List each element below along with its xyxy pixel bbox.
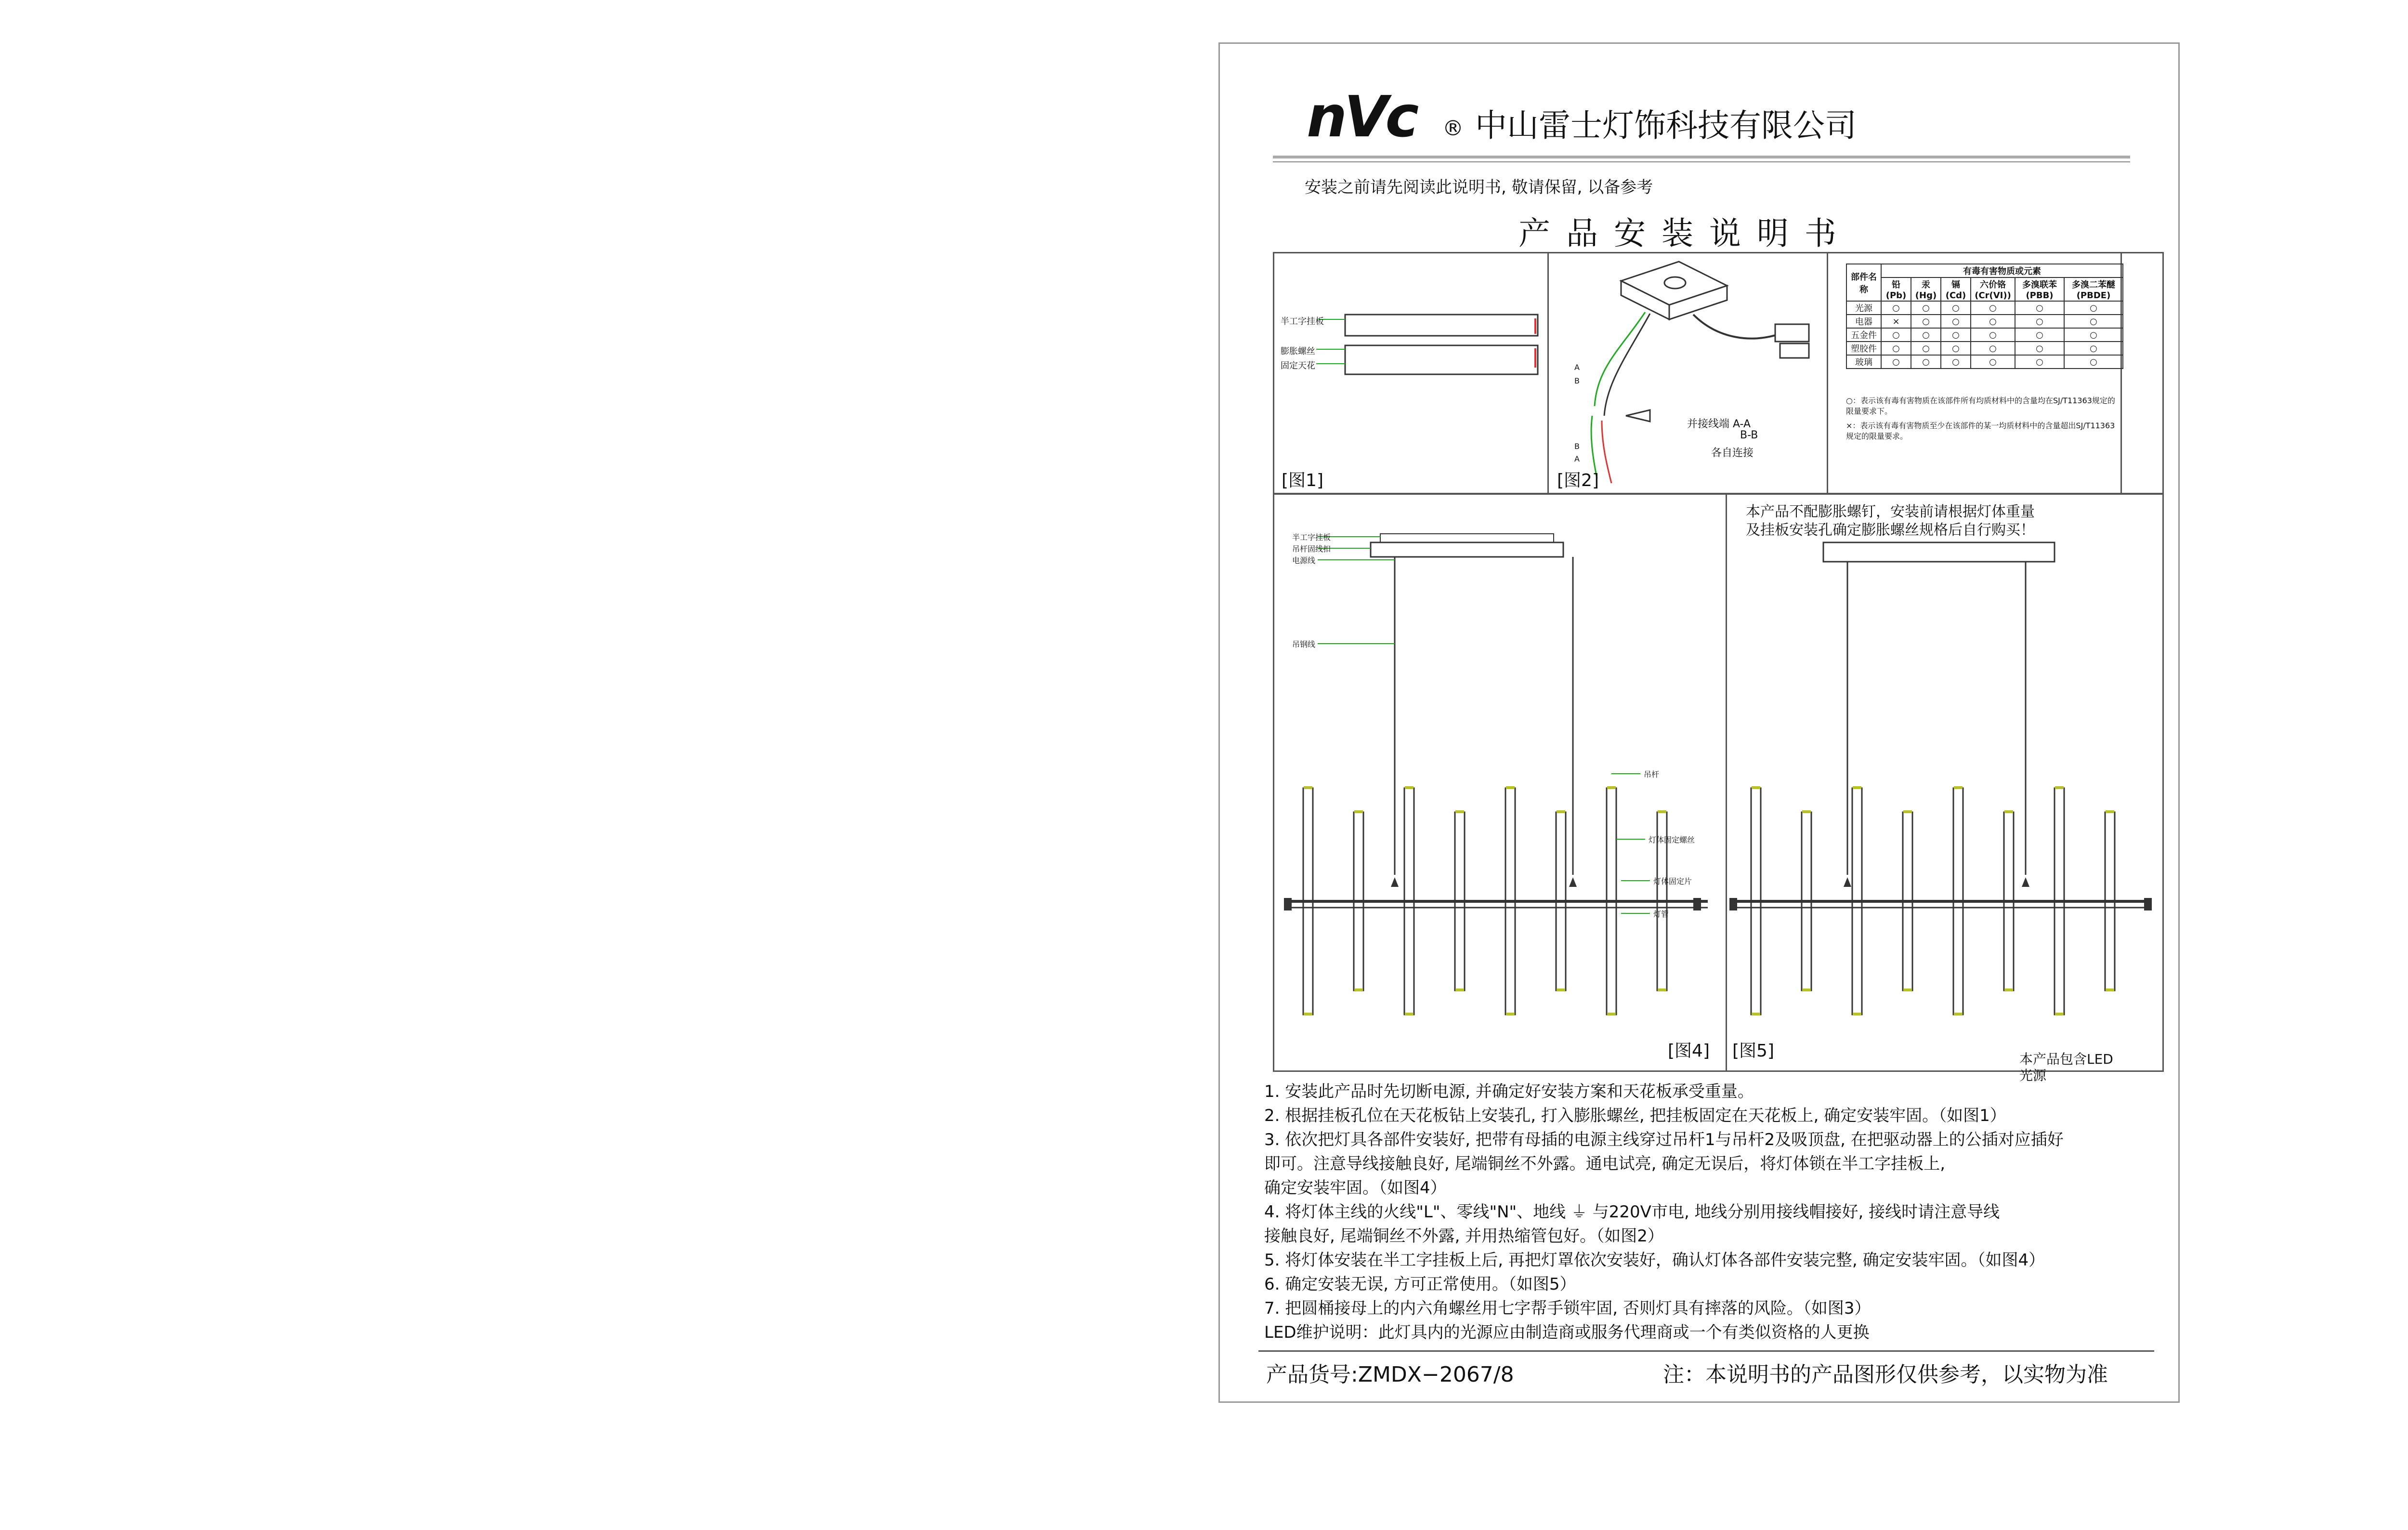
fig5-note-2: 及挂板安装孔确定膨胀螺丝规格后自行购买！ xyxy=(1746,522,2035,539)
table-cell: 五金件 xyxy=(1846,328,1881,342)
fig2-connector-label: 并接线端 A-A xyxy=(1687,418,1751,430)
table-cell: × xyxy=(1881,315,1911,328)
table-col-header: 铅(Pb) xyxy=(1881,277,1911,301)
registered-mark: ® xyxy=(1442,116,1464,141)
table-cell: ○ xyxy=(2064,342,2123,355)
company-name: 中山雷士灯饰科技有限公司 xyxy=(1475,107,1857,144)
table-cell: ○ xyxy=(1971,355,2015,369)
instruction-line: 即可。注意导线接触良好, 尾端铜丝不外露。通电试亮, 确定无误后，将灯体锁在半工字挂板上, xyxy=(1264,1154,1946,1174)
table-cell: ○ xyxy=(1911,328,1941,342)
fig4-label: 吊杆固线扣 xyxy=(1292,544,1331,554)
product-number: 产品货号:ZMDX−2067/8 xyxy=(1266,1362,1514,1387)
table-cell: ○ xyxy=(1881,342,1911,355)
fig2-caption: [图2] xyxy=(1557,471,1599,490)
instruction-line: 2. 根据挂板孔位在天花板钻上安装孔, 打入膨胀螺丝, 把挂板固定在天花板上, 确定安装牢固。（如图1） xyxy=(1264,1106,2006,1125)
table-cell: ○ xyxy=(2015,328,2064,342)
figure-2-drawing xyxy=(1549,252,1827,493)
divider xyxy=(1827,252,1828,494)
instruction-line: LED维护说明：此灯具内的光源应由制造商或服务代理商或一个有类似资格的人更换 xyxy=(1264,1323,1870,1342)
fig5-note: 本产品不配膨胀螺钉，安装前请根据灯体重量 xyxy=(1746,503,2035,520)
table-cell: ○ xyxy=(1881,301,1911,315)
instruction-line: 7. 把圆桶接母上的内六角螺丝用七字帮手锁牢固, 否则灯具有摔落的风险。（如图3） xyxy=(1264,1299,1871,1318)
table-cell: ○ xyxy=(1911,301,1941,315)
fig1-label: 半工字挂板 xyxy=(1281,317,1324,327)
table-cell: ○ xyxy=(1941,315,1971,328)
fig4-label: 灯体固定片 xyxy=(1653,877,1692,886)
led-note: 本产品包含LED xyxy=(2019,1051,2113,1067)
header-rule xyxy=(1273,156,2130,158)
table-cell: 塑胶件 xyxy=(1846,342,1881,355)
table-cell: ○ xyxy=(2015,342,2064,355)
fig4-label: 半工字挂板 xyxy=(1292,533,1331,542)
fig2-wire-label: A xyxy=(1574,363,1580,372)
table-cell: ○ xyxy=(2015,301,2064,315)
table-cell: ○ xyxy=(1971,342,2015,355)
table-cell: ○ xyxy=(2064,301,2123,315)
table-cell: ○ xyxy=(1881,355,1911,369)
doc-title: 产 品 安 装 说 明 书 xyxy=(1518,215,1839,252)
fig4-label: 吊钢线 xyxy=(1292,640,1316,649)
table-cell: ○ xyxy=(1971,315,2015,328)
notice-top: 安装之前请先阅读此说明书, 敬请保留, 以备参考 xyxy=(1305,178,1653,197)
fig2-wire-label: B xyxy=(1574,376,1580,385)
table-cell: 光源 xyxy=(1846,301,1881,315)
table-row xyxy=(1846,355,2123,369)
table-cell: ○ xyxy=(1941,301,1971,315)
fig2-wire-label: A xyxy=(1574,454,1580,463)
table-cell: ○ xyxy=(2015,355,2064,369)
fig4-label: 电源线 xyxy=(1292,556,1316,565)
footer-rule xyxy=(1258,1350,2154,1352)
table-cell: ○ xyxy=(1881,328,1911,342)
table-cell: ○ xyxy=(1941,342,1971,355)
table-note-2: ×：表示该有毒有害物质至少在该部件的某一均质材料中的含量超出SJ/T11363规定的限量要求。 xyxy=(1846,421,2115,441)
table-col-header: 多溴二苯醚(PBDE) xyxy=(2064,277,2123,301)
table-col-header: 多溴联苯(PBB) xyxy=(2015,277,2064,301)
table-cell: ○ xyxy=(2015,315,2064,328)
substance-table xyxy=(1846,264,2123,369)
instruction-sheet xyxy=(1218,42,2180,1403)
header-rule-thin xyxy=(1273,161,2130,162)
fig5-caption: [图5] xyxy=(1732,1041,1774,1061)
figure-4-drawing xyxy=(1274,494,1726,1068)
fig4-caption: [图4] xyxy=(1668,1041,1710,1061)
instruction-line: 1. 安装此产品时先切断电源, 并确定好安装方案和天花板承受重量。 xyxy=(1264,1082,1754,1101)
table-cell: ○ xyxy=(1911,315,1941,328)
fig2-connector-label-2: B-B xyxy=(1740,429,1758,441)
table-note-1: ○：表示该有毒有害物质在该部件所有均质材料中的含量均在SJ/T11363规定的限量要求下。 xyxy=(1846,396,2115,416)
table-cell: ○ xyxy=(1971,328,2015,342)
fig2-wire-label: B xyxy=(1574,442,1580,451)
table-cell: ○ xyxy=(2064,315,2123,328)
fig4-label: 吊杆 xyxy=(1644,770,1660,779)
figure-5-drawing xyxy=(1727,494,2160,1068)
table-cell: ○ xyxy=(1971,301,2015,315)
table-group-header: 有毒有害物质或元素 xyxy=(1881,264,2123,277)
fig4-label: 灯管 xyxy=(1653,910,1669,919)
led-note-2: 光源 xyxy=(2019,1068,2047,1083)
fig2-connector-label-3: 各自连接 xyxy=(1711,447,1754,459)
instruction-line: 4. 将灯体主线的火线"L"、零线"N"、地线 ⏚ 与220V市电, 地线分别用接线帽接好, 接线时请注意导线 xyxy=(1264,1202,2000,1222)
fig1-label: 膨胀螺丝 xyxy=(1281,346,1315,356)
instruction-line: 确定安装牢固。（如图4） xyxy=(1264,1178,1447,1198)
table-row xyxy=(1846,328,2123,342)
instruction-line: 接触良好, 尾端铜丝不外露, 并用热缩管包好。（如图2） xyxy=(1264,1227,1664,1246)
fig1-caption: [图1] xyxy=(1282,471,1323,490)
instructions xyxy=(1264,1080,2064,1345)
table-col-header: 六价铬(Cr(VI)) xyxy=(1971,277,2015,301)
table-cell: ○ xyxy=(1941,328,1971,342)
figure-1-drawing xyxy=(1273,252,1547,493)
table-row-header: 部件名称 xyxy=(1846,264,1881,301)
table-cell: 电器 xyxy=(1846,315,1881,328)
table-row xyxy=(1846,342,2123,355)
fig4-label: 灯体固定螺丝 xyxy=(1649,835,1695,844)
fig1-label: 固定天花 xyxy=(1281,361,1315,371)
table-cell: ○ xyxy=(2064,355,2123,369)
table-cell: 玻璃 xyxy=(1846,355,1881,369)
table-cell: ○ xyxy=(1911,355,1941,369)
table-row xyxy=(1846,301,2123,315)
table-cell: ○ xyxy=(1911,342,1941,355)
instruction-line: 3. 依次把灯具各部件安装好, 把带有母插的电源主线穿过吊杆1与吊杆2及吸顶盘, 在把驱动器上的公插对应插好 xyxy=(1264,1130,2064,1149)
instruction-line: 5. 将灯体安装在半工字挂板上后, 再把灯罩依次安装好，确认灯体各部件安装完整, 确定安装牢固。（如图4） xyxy=(1264,1251,2045,1270)
table-row xyxy=(1846,315,2123,328)
instruction-line: 6. 确定安装无误, 方可正常使用。（如图5） xyxy=(1264,1275,1576,1294)
company-logo: nVc xyxy=(1307,83,1416,150)
footer-note: 注：本说明书的产品图形仅供参考，以实物为准 xyxy=(1663,1362,2108,1387)
table-col-header: 汞(Hg) xyxy=(1911,277,1941,301)
table-col-header: 镉(Cd) xyxy=(1941,277,1971,301)
table-cell: ○ xyxy=(2064,328,2123,342)
table-cell: ○ xyxy=(1941,355,1971,369)
